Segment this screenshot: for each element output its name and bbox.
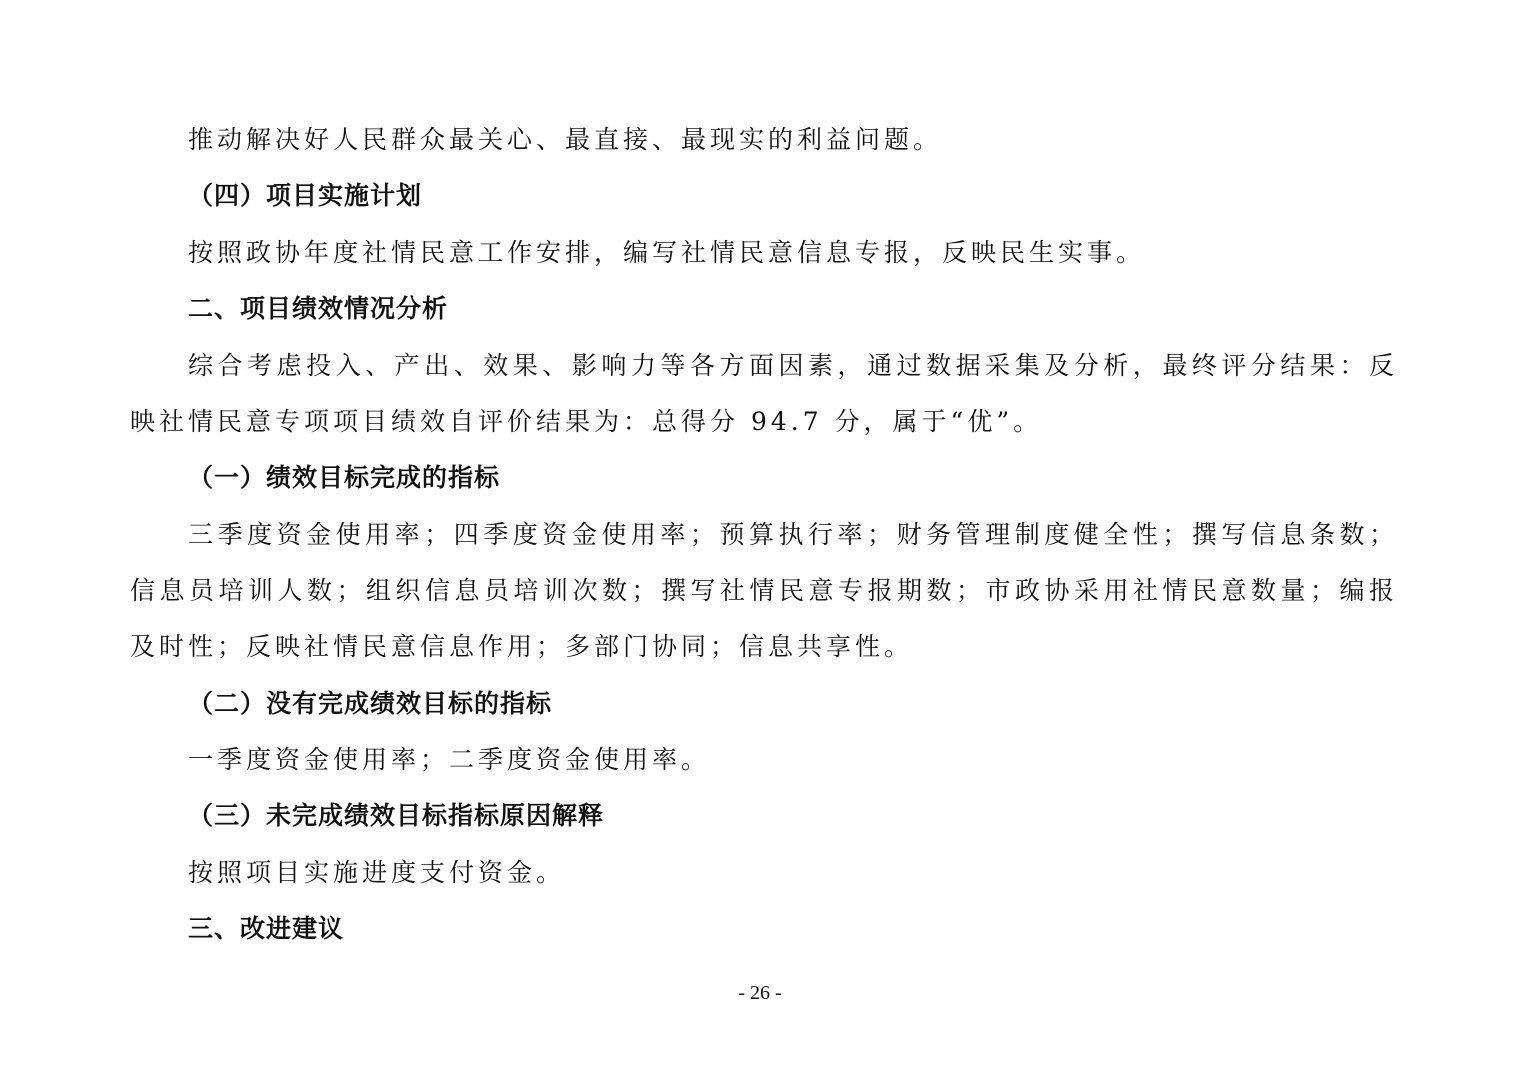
paragraph-line: 综合考虑投入、产出、效果、影响力等各方面因素，通过数据采集及分析，最终评分结果：反 [188,351,1394,380]
section-heading-improvement-suggestions: 三、改进建议 [188,914,345,943]
page-number: - 26 - [738,982,782,1004]
paragraph-line: 推动解决好人民群众最关心、最直接、最现实的利益问题。 [188,125,943,154]
paragraph-line: 按照项目实施进度支付资金。 [188,858,566,887]
paragraph-line: 三季度资金使用率；四季度资金使用率；预算执行率；财务管理制度健全性；撰写信息条数； [188,520,1394,549]
paragraph-line: 映社情民意专项项目绩效自评价结果为：总得分 94.7 分，属于“优”。 [130,407,1043,436]
sub-heading-completed-indicators: （一）绩效目标完成的指标 [188,463,501,492]
sub-heading-reason-explanation: （三）未完成绩效目标指标原因解释 [188,801,605,830]
section-heading-performance-analysis: 二、项目绩效情况分析 [188,294,449,323]
sub-heading-uncompleted-indicators: （二）没有完成绩效目标的指标 [188,689,553,718]
paragraph-line: 一季度资金使用率；二季度资金使用率。 [188,745,711,774]
paragraph-line: 按照政协年度社情民意工作安排，编写社情民意信息专报，反映民生实事。 [188,238,1146,267]
paragraph-line: 信息员培训人数；组织信息员培训次数；撰写社情民意专报期数；市政协采用社情民意数量；编报 [130,576,1394,605]
sub-heading-project-plan: （四）项目实施计划 [188,181,423,210]
paragraph-line: 及时性；反映社情民意信息作用；多部门协同；信息共享性。 [130,632,914,661]
